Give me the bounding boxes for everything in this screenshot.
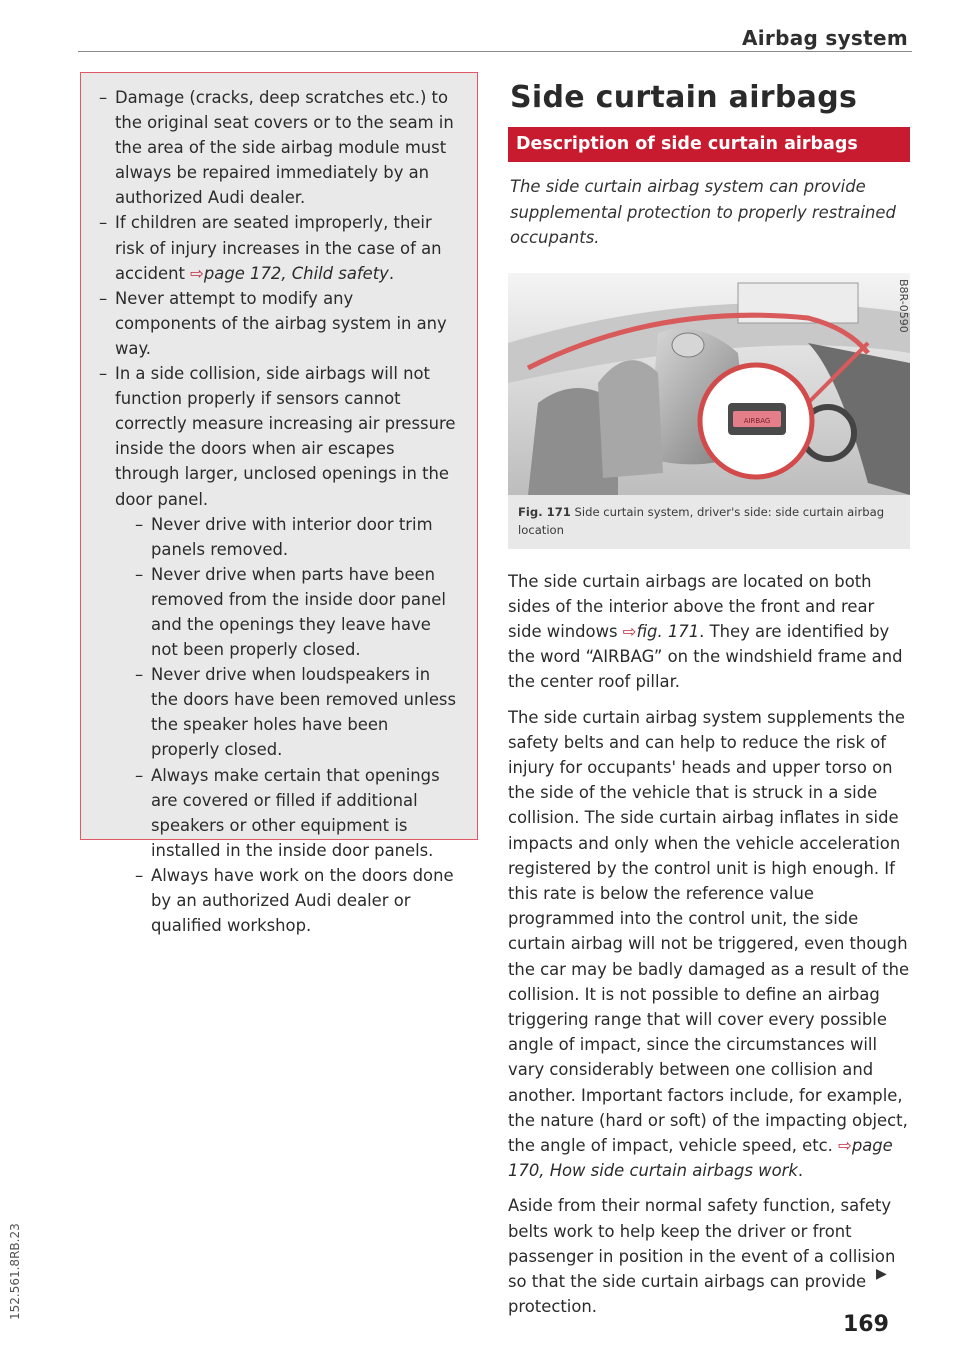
- cross-reference-link[interactable]: fig. 171: [636, 621, 700, 641]
- header-rule: [78, 51, 912, 52]
- cross-reference-link[interactable]: page 172, Child safety: [203, 263, 389, 283]
- warning-sublist: [115, 512, 459, 939]
- continue-arrow-icon: ▶: [876, 1266, 887, 1282]
- paragraph: The side curtain airbag system supplements the safety belts and can help to reduce the risk of injury for occupants' heads and upper torso on the side of the vehicle that is struck in a side collision. The side curtain airbag inflates in side impacts and only when the vehicle acceleration registered by the control unit is high enough. If this rate is below the reference value programmed into the control unit, the side curtain airbag will not be triggered, even though the car may be badly damaged as a result of the collision. It is not possible to define an airbag triggering range that will cover every possible angle of impact, since the circumstances will vary considerably between one collision and another. Important factors include, for example, the nature (hard or soft) of the impacting object, the angle of impact, vehicle speed, etc. ⇨page 170, How side curtain airbags work.: [508, 707, 910, 1181]
- airbag-label: AIRBAG: [743, 416, 771, 425]
- arrow-right-icon: ⇨: [190, 263, 204, 283]
- section-title: Side curtain airbags: [510, 80, 858, 115]
- paragraph: The side curtain airbags are located on both sides of the interior above the front and rear side windows ⇨fig. 171. They are identified by the word “AIRBAG” on the windshield frame and the center roof pillar.: [508, 571, 903, 692]
- warning-subitem: – Never drive when parts have been removed from the inside door panel and the openings they leave have not been properly closed.: [131, 562, 459, 662]
- warning-subitem: – Never drive with interior door trim panels removed.: [131, 512, 459, 562]
- side-code: 152.561.8RB.23: [8, 1223, 22, 1320]
- warning-item: – Never attempt to modify any components of the airbag system in any way.: [91, 286, 459, 361]
- subsection-title: Description of side curtain airbags: [508, 127, 910, 162]
- warning-list: [91, 85, 459, 938]
- paragraph: Aside from their normal safety function, safety belts work to help keep the driver or front passenger in position in the event of a collision so that the side curtain airbags can provide protection.: [508, 1196, 896, 1317]
- warning-item: – In a side collision, side airbags will not function properly if sensors cannot correctly measure increasing air pressure inside the doors when air escapes through larger, unclosed openings in the door panel. – Never drive with interior door trim panels removed. – Never drive when parts have been removed from the inside door panel and the openings they leave have not been properly closed. – Never drive when loudspeakers in the doors have been removed unless the speaker holes have been properly closed. – Always make certain that openings are covered or filled if additional speakers or other equipment is installed in the inside door panels. – Always have work on the doors done by an authorized Audi dealer or qualified workshop.: [91, 361, 459, 938]
- intro-text: The side curtain airbag system can provide supplemental protection to properly restrained occupants.: [510, 177, 896, 247]
- warning-subitem: – Always have work on the doors done by an authorized Audi dealer or qualified workshop.: [131, 863, 459, 938]
- arrow-right-icon: ⇨: [838, 1135, 852, 1155]
- running-header: Airbag system: [742, 26, 908, 50]
- warning-item: – Damage (cracks, deep scratches etc.) to the original seat covers or to the seam in the area of the side airbag module must always be repaired immediately by an authorized Audi dealer.: [91, 85, 459, 210]
- figure-code: B8R-0590: [897, 278, 910, 333]
- warning-subitem: – Never drive when loudspeakers in the doors have been removed unless the speaker holes have been properly closed.: [131, 662, 459, 762]
- warning-box: [80, 72, 478, 936]
- right-column: [508, 72, 910, 1319]
- warning-subitem: – Always make certain that openings are covered or filled if additional speakers or other equipment is installed in the inside door panels.: [131, 763, 459, 863]
- page-number: 169: [843, 1312, 889, 1337]
- warning-item: – If children are seated improperly, their risk of injury increases in the case of an accident ⇨page 172, Child safety.: [91, 210, 459, 285]
- figure-171: [508, 273, 910, 549]
- arrow-right-icon: ⇨: [622, 621, 637, 641]
- side-curtain-airbag-illustration: [508, 273, 910, 495]
- figure-caption: Fig. 171 Side curtain system, driver's side: side curtain airbag location: [518, 504, 885, 537]
- cross-reference-link[interactable]: page 170, How side curtain airbags work: [508, 1135, 893, 1181]
